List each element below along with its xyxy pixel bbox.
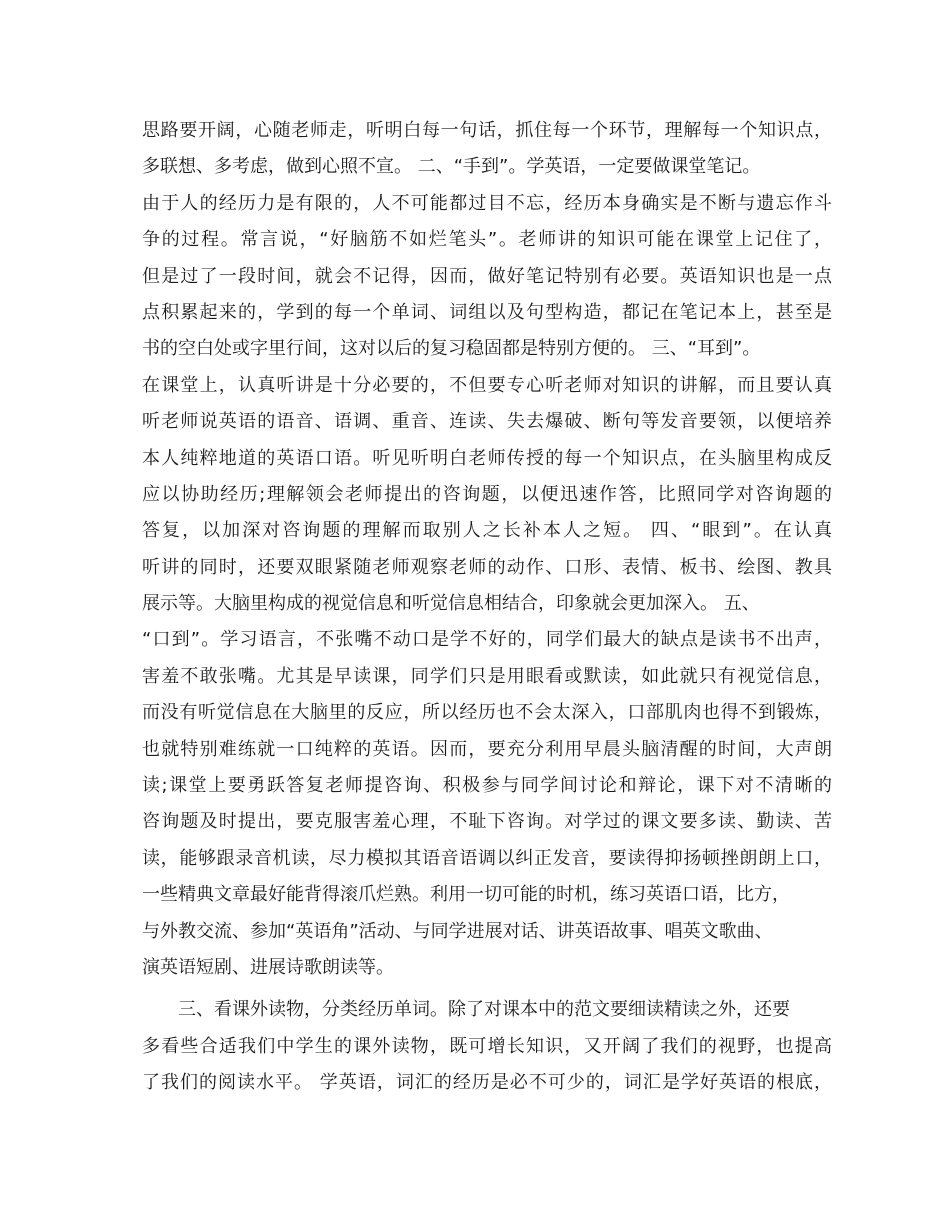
text-line: 由于人的经历力是有限的，人不可能都过目不忘，经历本身确实是不断与遗忘作斗 (142, 192, 832, 214)
text-line: 多联想、多考虑，做到心照不宣。 二、“手到”。学英语，一定要做课堂笔记。 (142, 156, 761, 178)
text-line: 点积累起来的，学到的每一个单词、词组以及句型构造，都记在笔记本上，甚至是 (142, 301, 832, 323)
text-line: 在课堂上，认真听讲是十分必要的，不但要专心听老师对知识的讲解，而且要认真 (142, 374, 832, 396)
text-line: 争的过程。常言说，“好脑筋不如烂笔头”。老师讲的知识可能在课堂上记住了， (142, 229, 832, 251)
text-line: 答复，以加深对咨询题的理解而取别人之长补本人之短。 四、“眼到”。在认真 (142, 520, 832, 542)
text-line: “口到”。学习语言，不张嘴不动口是学不好的，同学们最大的缺点是读书不出声， (142, 629, 832, 651)
text-line: 也就特别难练就一口纯粹的英语。因而，要充分利用早晨头脑清醒的时间，大声朗 (142, 738, 832, 760)
text-line: 多看些合适我们中学生的课外读物，既可增长知识，又开阔了我们的视野，也提高 (142, 1035, 832, 1057)
text-line: 听讲的同时，还要双眼紧随老师观察老师的动作、口形、表情、板书、绘图、教具 (142, 556, 832, 578)
body-text (142, 113, 832, 1102)
text-line: 但是过了一段时间，就会不记得，因而，做好笔记特别有必要。英语知识也是一点 (142, 265, 832, 287)
text-line: 展示等。大脑里构成的视觉信息和听觉信息相结合，印象就会更加深入。 五、 (142, 593, 760, 615)
text-line: 与外教交流、参加“英语角”活动、与同学进展对话、讲英语故事、唱英文歌曲、 (142, 920, 773, 942)
text-line: 了我们的阅读水平。 学英语，词汇的经历是必不可少的，词汇是学好英语的根底， (142, 1072, 832, 1094)
text-line: 而没有听觉信息在大脑里的反应，所以经历也不会太深入，口部肌肉也得不到锻炼， (142, 702, 832, 724)
text-line: 一些精典文章最好能背得滚爪烂熟。利用一切可能的时机，练习英语口语，比方， (142, 884, 790, 906)
text-line: 应以协助经历;理解领会老师提出的咨询题，以便迅速作答，比照同学对咨询题的 (142, 483, 832, 505)
text-line: 演英语短剧、进展诗歌朗读等。 (142, 956, 394, 978)
text-line: 思路要开阔，心随老师走，听明白每一句话，抓住每一个环节，理解每一个知识点， (142, 120, 832, 141)
text-line: 害羞不敢张嘴。尤其是早读课，同学们只是用眼看或默读，如此就只有视觉信息， (142, 665, 832, 687)
text-line: 书的空白处或字里行间，这对以后的复习稳固都是特别方便的。 三、“耳到”。 (142, 338, 761, 360)
text-line: 读;课堂上要勇跃答复老师提咨询、积极参与同学间讨论和辩论，课下对不清晰的 (142, 775, 832, 797)
text-line: 本人纯粹地道的英语口语。听见听明白老师传授的每一个知识点，在头脑里构成反 (142, 447, 832, 469)
text-line: 读，能够跟录音机读，尽力模拟其语音语调以纠正发音，要读得抑扬顿挫朗朗上口， (142, 847, 832, 869)
text-line: 三、看课外读物，分类经历单词。除了对课本中的范文要细读精读之外，还要 (178, 999, 790, 1021)
text-line: 咨询题及时提出，要克服害羞心理，不耻下咨询。对学过的课文要多读、勤读、苦 (142, 811, 832, 833)
text-line: 听老师说英语的语音、语调、重音、连读、失去爆破、断句等发音要领，以便培养 (142, 411, 832, 433)
